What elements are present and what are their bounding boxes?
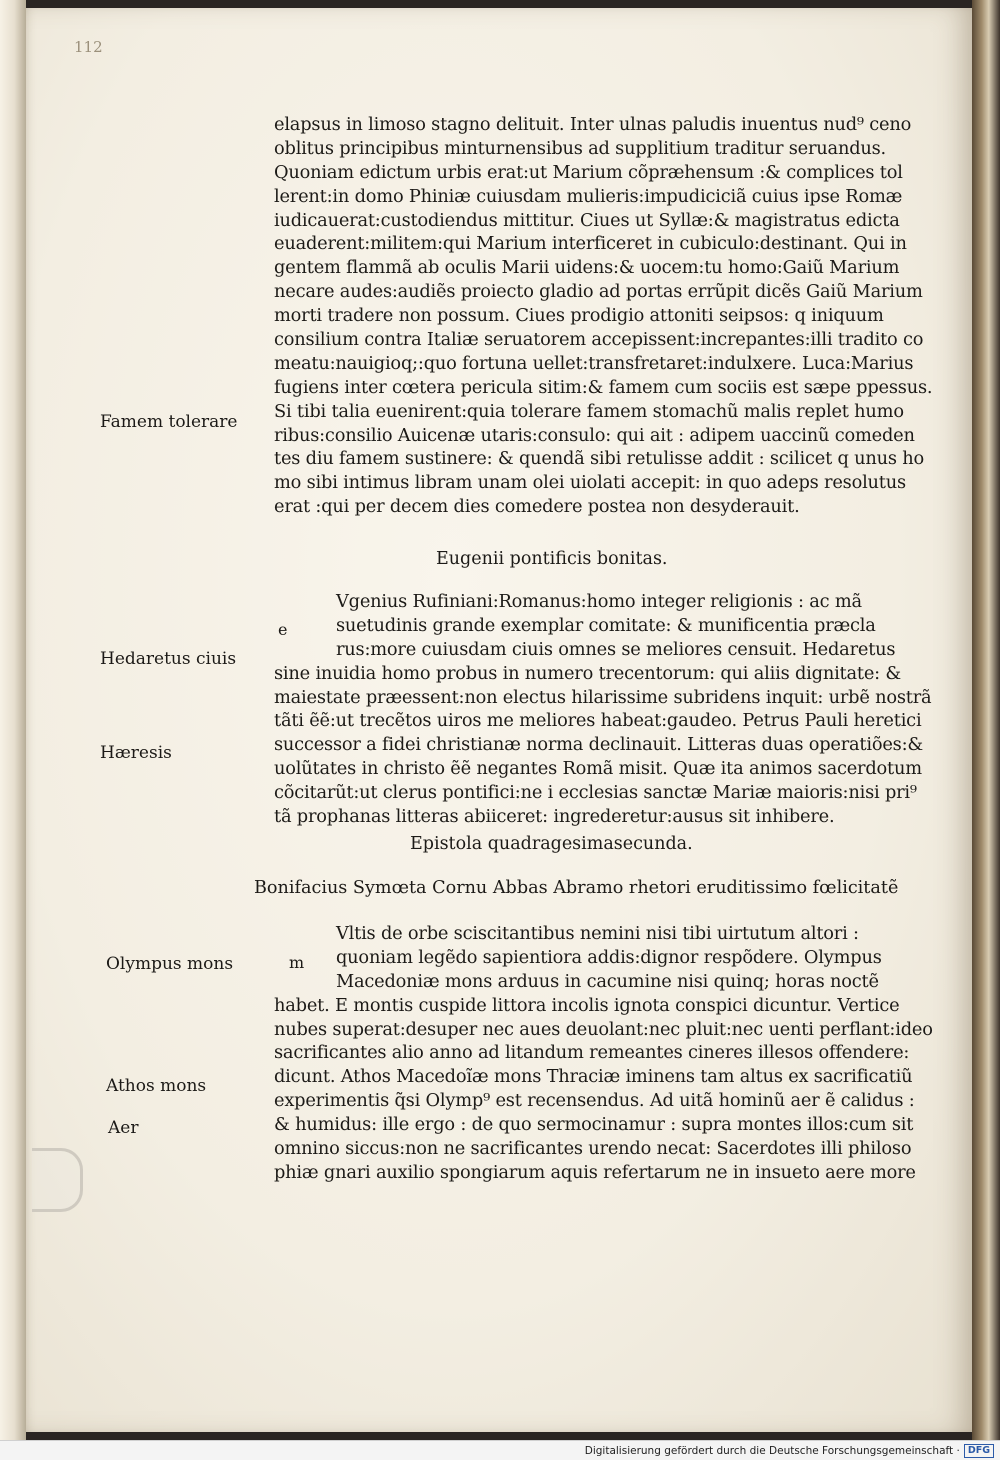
section-heading-epistola: Epistola quadragesimasecunda. (410, 834, 693, 854)
margin-note-haeresis: Hæresis (100, 743, 172, 763)
main-text-line: morti tradere non possum. Ciues prodigio attoniti seipsos: q iniquum (274, 305, 884, 327)
folio-number: 112 (74, 38, 103, 56)
letter-text-line: sacrificantes alio anno ad litandum remeantes cineres illesos offendere: (274, 1042, 910, 1064)
main-text-line: elapsus in limoso stagno delituit. Inter ulnas paludis inuentus nud⁹ ceno (274, 114, 912, 135)
main-text-line: euaderent:militem:qui Marium interficeret in cubiculo:destinant. Qui in (274, 233, 907, 255)
letter-text-line: Macedoniæ mons arduus in cacumine nisi quinq; horas noctẽ (336, 970, 879, 992)
page-clip-mark (32, 1148, 83, 1212)
right-book-edge (972, 0, 1000, 1440)
eugenius-paragraph (274, 590, 932, 829)
main-text-line: iudicauerat:custodiendus mittitur. Ciues ut Syllæ:& magistratus edicta (274, 209, 900, 231)
letter-paragraph (274, 922, 933, 1185)
main-text-line: consilium contra Italiæ seruatorem accepissent:increpantes:illi tradito co (274, 329, 924, 351)
guide-letter-m: m (289, 953, 305, 972)
letter-text-line: Vltis de orbe sciscitantibus nemini nisi tibi uirtutum altori : (336, 923, 859, 944)
dfg-logo: DFG (964, 1444, 994, 1458)
main-text-line: erat :qui per decem dies comedere postea non desyderauit. (274, 496, 800, 518)
main-text-line: ribus:consilio Auicenæ utaris:consulo: qui ait : adipem uaccinũ comeden (274, 424, 915, 446)
eugenius-text-line: rus:more cuiusdam ciuis omnes se meliores censuit. Hedaretus (336, 638, 896, 660)
section-heading-eugenius: Eugenii pontificis bonitas. (436, 549, 668, 569)
letter-salutation: Bonifacius Symœta Cornu Abbas Abramo rhetori eruditissimo fœlicitatẽ (254, 878, 899, 898)
letter-text-line: nubes superat:desuper nec aues deuolant:nec pluit:nec uenti perflant:ideo (274, 1018, 933, 1040)
main-text-line: mo sibi intimus libram unam olei uiolati accepit: in quo adeps resolutus (274, 472, 906, 494)
eugenius-text-line: tãti ẽẽ:ut trecẽtos uiros me meliores habeat:gaudeo. Petrus Pauli heretici (274, 710, 922, 732)
main-text-line: meatu:nauigioq;:quo fortuna uellet:transfretaret:indulxere. Luca:Marius (274, 352, 914, 374)
margin-note-aer: Aer (108, 1118, 139, 1138)
main-text-line: fugiens inter cœtera pericula sitim:& famem cum sociis est sæpe ppessus. (274, 376, 933, 398)
margin-note-hedaretus: Hedaretus ciuis (100, 649, 237, 669)
margin-note-famem: Famem tolerare (100, 412, 238, 432)
book-page (26, 8, 972, 1432)
main-text-line: Si tibi talia euenirent:quia tolerare famem stomachũ malis replet humo (274, 400, 904, 422)
eugenius-text-line: cõcitarũt:ut clerus pontifici:ne i ecclesias sanctæ Mariæ maioris:nisi pri⁹ (274, 782, 917, 804)
footer-credit: Digitalisierung gefördert durch die Deutsche Forschungsgemeinschaft · (584, 1444, 960, 1457)
eugenius-text-line: successor a fidei christianæ norma declinauit. Litteras duas operatiões:& (274, 734, 924, 756)
letter-text-line: dicunt. Athos Macedoĩæ mons Thraciæ iminens tam altus ex sacrificatiũ (274, 1066, 913, 1088)
main-text-line: lerent:in domo Phiniæ cuiusdam mulieris:impudiciciã cuius ipse Romæ (274, 185, 903, 207)
main-text-line: Quoniam edictum urbis erat:ut Marium cõpræhensum :& complices tol (274, 161, 903, 183)
letter-text-line: experimentis q̃si Olymp⁹ est recensendus. Ad uitã hominũ aer ẽ calidus : (274, 1090, 915, 1112)
guide-letter-e: e (278, 620, 288, 639)
eugenius-text-line: uolũtates in christo ẽẽ negantes Romã misit. Quæ ita animos sacerdotum (274, 758, 922, 780)
eugenius-text-line: sine inuidia homo probus in numero trecentorum: qui aliis dignitate: & (274, 662, 902, 684)
eugenius-text-line: tã prophanas litteras abiiceret: ingrederetur:ausus sit inhibere. (274, 806, 835, 828)
letter-text-line: phiæ gnari auxilio spongiarum aquis refertarum ne in insueto aere more (274, 1161, 916, 1183)
main-text-line: tes diu famem sustinere: & quendã sibi retulisse addit : scilicet q unus ho (274, 448, 924, 470)
main-text-line: oblitus principibus minturnensibus ad supplitium traditur seruandus. (274, 137, 887, 159)
main-text-line: gentem flammã ab oculis Marii uidens:& uocem:tu homo:Gaiũ Marium (274, 257, 900, 279)
letter-text-line: & humidus: ille ergo : de quo sermocinamur : supra montes illos:cum sit (274, 1114, 914, 1136)
eugenius-text-line: suetudinis grande exemplar comitate: & munificentia præcla (336, 614, 876, 636)
main-text-line: necare audes:audiẽs proiecto gladio ad portas errũpit dicẽs Gaiũ Marium (274, 281, 923, 303)
margin-note-olympus: Olympus mons (106, 954, 234, 974)
eugenius-text-line: Vgenius Rufiniani:Romanus:homo integer religionis : ac mã (336, 591, 862, 612)
main-paragraph (274, 113, 933, 519)
letter-text-line: habet. E montis cuspide littora incolis ignota conspici dicuntur. Vertice (274, 994, 900, 1016)
letter-text-line: omnino siccus:non ne sacrificantes urendo necat: Sacerdotes illi philoso (274, 1138, 912, 1160)
margin-note-athos: Athos mons (106, 1076, 207, 1096)
left-book-edge (0, 0, 26, 1440)
eugenius-text-line: maiestate præessent:non electus hilarissime subridens inquit: urbẽ nostrã (274, 686, 932, 708)
digitization-footer (0, 1440, 1000, 1460)
letter-text-line: quoniam legẽdo sapientiora addis:dignor respõdere. Olympus (336, 946, 882, 968)
